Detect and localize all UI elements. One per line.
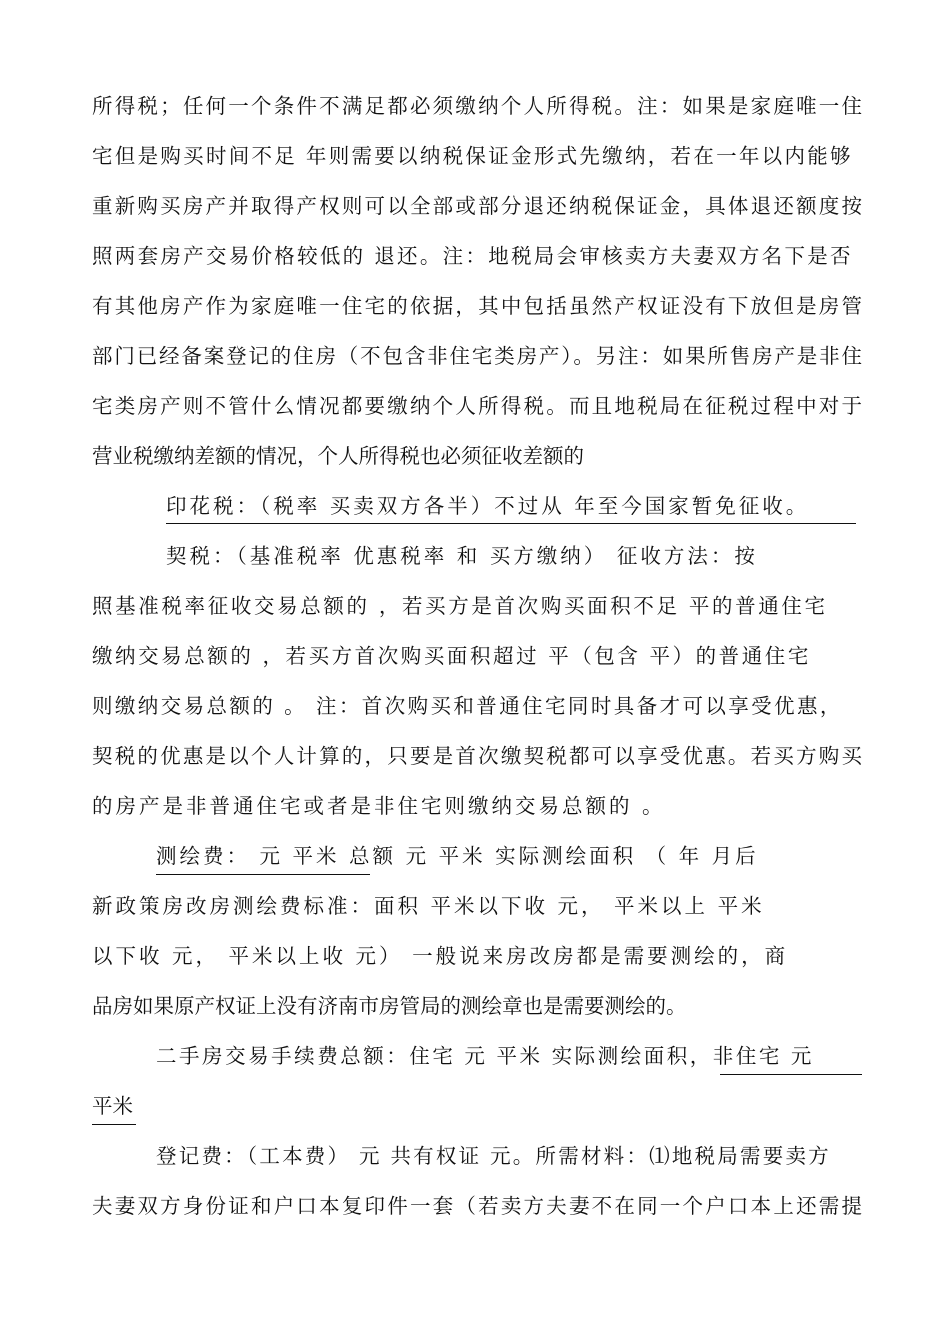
paragraph-line [92,1090,862,1122]
line-text: 品房如果原产权证上没有济南市房管局的测绘章也是需要测绘的。 [92,994,687,1018]
line-text: 以下收 元， 平米以上收 元） 一般说来房改房都是需要测绘的，商 [92,944,789,968]
paragraph-line [92,790,862,822]
paragraph-line [92,190,865,222]
paragraph-line [92,690,862,722]
paragraph-line [92,990,862,1022]
line-text: 夫妻双方身份证和户口本复印件一套（若卖方夫妻不在同一个户口本上还需提 [92,1194,865,1218]
line-text: 平米 [92,1094,133,1118]
line-text: 照基准税率征收交易总额的 ，若买方是首次购买面积不足 平的普通住宅 [92,594,828,618]
paragraph-line [92,940,862,972]
line-text: 营业税缴纳差额的情况，个人所得税也必须征收差额的 [92,444,584,468]
underline [92,1124,136,1125]
paragraph-line [92,90,865,122]
line-text: 契税的优惠是以个人计算的，只要是首次缴契税都可以享受优惠。若买方购买 [92,744,865,768]
registration-fee-line [156,1140,862,1172]
paragraph-line [92,440,862,472]
line-text: 契税：（基准税率 优惠税率 和 买方缴纳） 征收方法：按 [166,544,758,568]
deed-tax-line [166,540,862,572]
line-text: 有其他房产作为家庭唯一住宅的依据，其中包括虽然产权证没有下放但是房管 [92,294,865,318]
line-text: 所得税；任何一个条件不满足都必须缴纳个人所得税。注：如果是家庭唯一住 [92,94,865,118]
line-text: 部门已经备案登记的住房（不包含非住宅类房产）。另注：如果所售房产是非住 [92,344,864,368]
paragraph-line [92,290,865,322]
stamp-duty-line [166,490,856,522]
paragraph-line [92,640,862,672]
paragraph-line [92,340,862,372]
line-text: 印花税：（税率 买卖双方各半）不过从 年至今国家暂免征收。 [166,494,810,518]
line-text: 测绘费： 元 平米 总额 元 平米 实际测绘面积 （ 年 月后 [156,844,759,868]
paragraph-line [92,140,862,172]
underline [156,874,370,875]
underline [166,523,856,524]
paragraph-line [92,390,865,422]
transaction-fee-line [156,1040,862,1072]
line-text: 照两套房产交易价格较低的 退还。注：地税局会审核卖方夫妻双方名下是否 [92,244,853,268]
line-text: 缴纳交易总额的 ，若买方首次购买面积超过 平（包含 平）的普通住宅 [92,644,811,668]
paragraph-line [92,890,862,922]
line-text: 登记费：（工本费） 元 共有权证 元。所需材料：⑴地税局需要卖方 [156,1144,831,1168]
line-text: 二手房交易手续费总额：住宅 元 平米 实际测绘面积，非住宅 元 [156,1044,814,1068]
line-text: 宅类房产则不管什么情况都要缴纳个人所得税。而且地税局在征税过程中对于 [92,394,865,418]
line-text: 重新购买房产并取得产权则可以全部或部分退还纳税保证金，具体退还额度按 [92,194,865,218]
underline [720,1074,862,1075]
line-text: 宅但是购买时间不足 年则需要以纳税保证金形式先缴纳，若在一年以内能够 [92,144,853,168]
line-text: 的房产是非普通住宅或者是非住宅则缴纳交易总额的 。 [92,794,666,818]
survey-fee-line [156,840,862,872]
paragraph-line [92,1190,865,1222]
paragraph-line [92,240,862,272]
paragraph-line [92,740,865,772]
line-text: 则缴纳交易总额的 。 注：首次购买和普通住宅同时具备才可以享受优惠， [92,694,843,718]
line-text: 新政策房改房测绘费标准：面积 平米以下收 元， 平米以上 平米 [92,894,765,918]
paragraph-line [92,590,862,622]
